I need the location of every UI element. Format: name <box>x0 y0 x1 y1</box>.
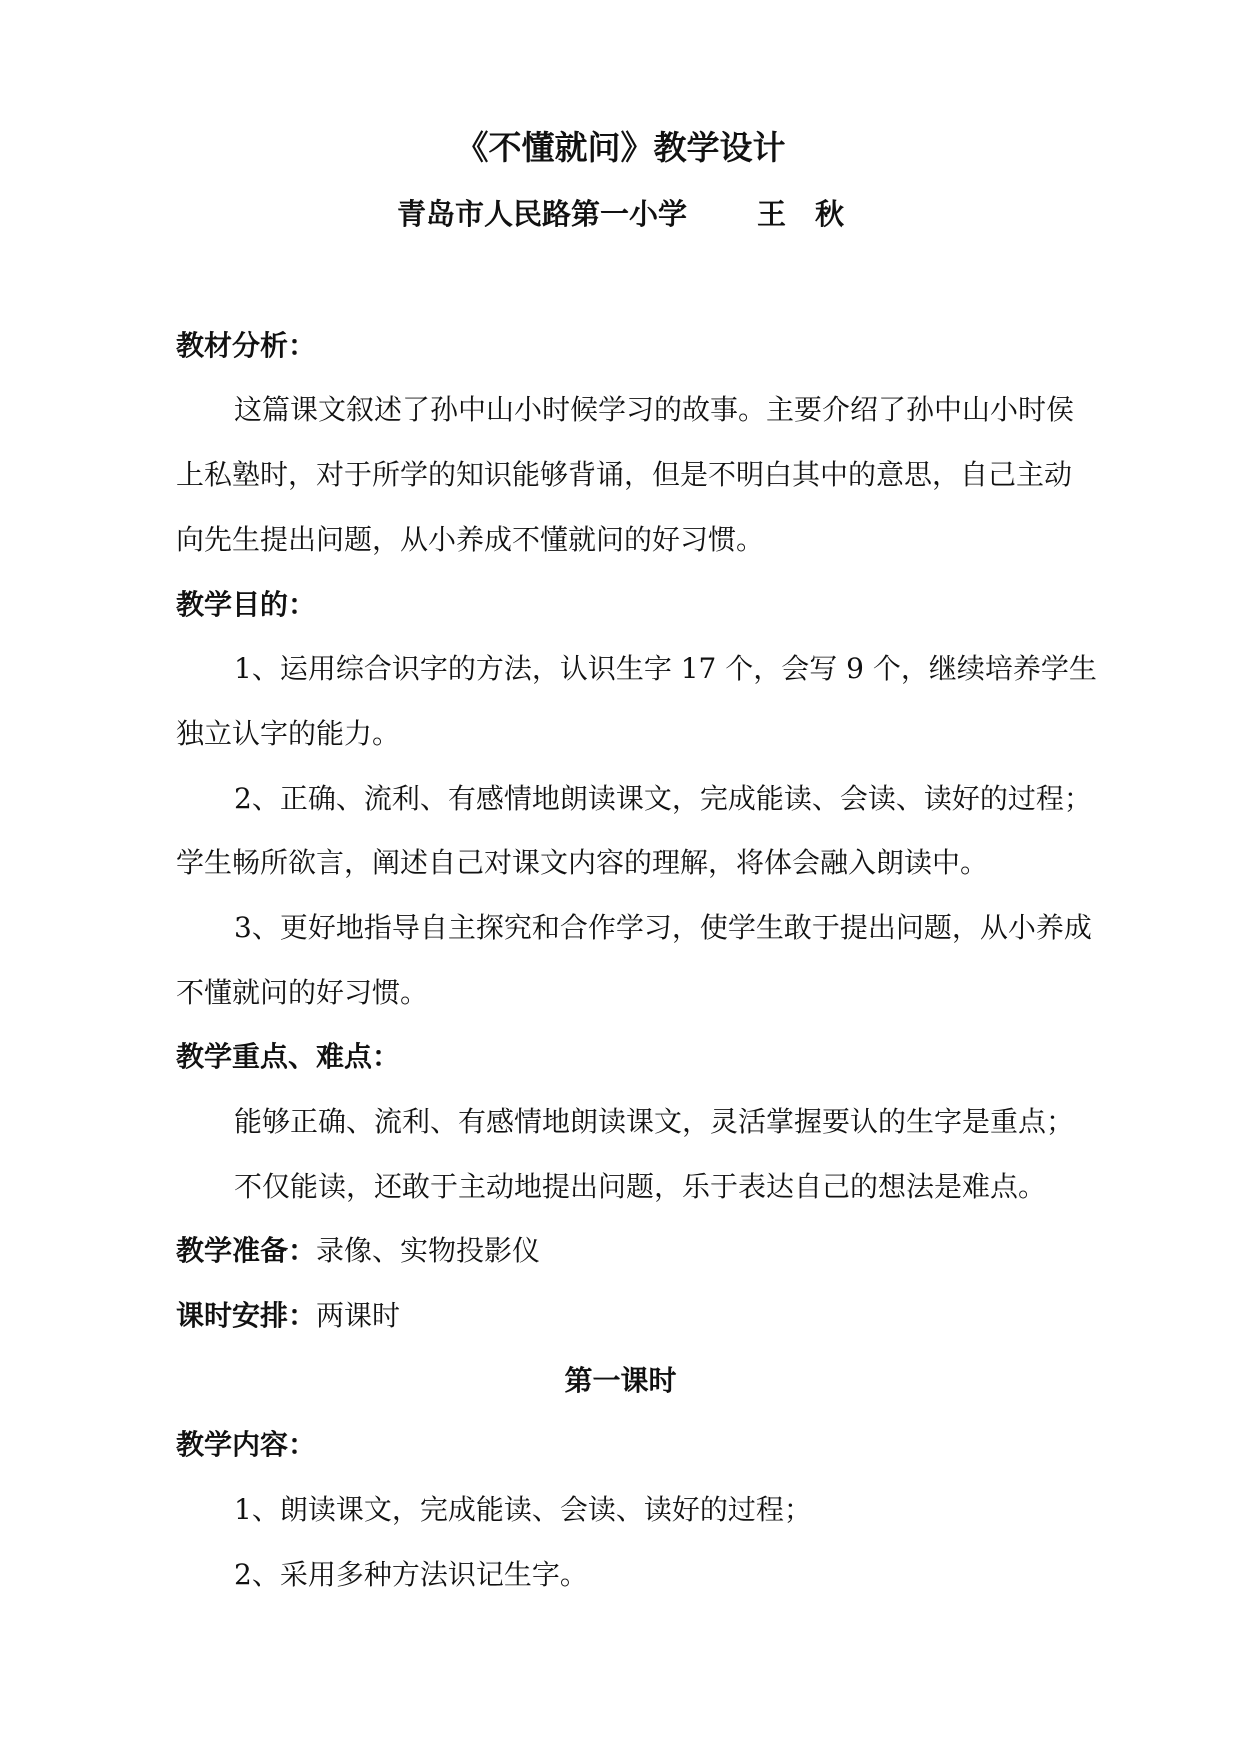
analysis-line-1: 这篇课文叙述了孙中山小时候学习的故事。主要介绍了孙中山小时侯 <box>234 393 1075 426</box>
preparation-line <box>176 1231 1118 1271</box>
schedule-line <box>176 1296 1118 1336</box>
goal-3-line-1: 3、更好地指导自主探究和合作学习，使学生敢于提出问题，从小养成 <box>234 911 1092 944</box>
preparation-label: 教学准备： <box>176 1234 317 1267</box>
key-points-line-1: 能够正确、流利、有感情地朗读课文，灵活掌握要认的生字是重点； <box>234 1105 1075 1138</box>
schedule-label: 课时安排： <box>176 1299 317 1332</box>
goal-1-line-1: 1、运用综合识字的方法，认识生字 17 个，会写 9 个，继续培养学生 <box>234 652 1097 685</box>
goals-heading: 教学目的： <box>176 588 317 621</box>
goal-3-line-2: 不懂就问的好习惯。 <box>176 976 429 1009</box>
content-heading: 教学内容： <box>176 1428 317 1461</box>
school-name: 青岛市人民路第一小学 <box>396 197 687 231</box>
page-title: 《不懂就问》教学设计 <box>455 128 786 167</box>
key-points-line-2: 不仅能读，还敢于主动地提出问题，乐于表达自己的想法是难点。 <box>234 1170 1047 1203</box>
analysis-line-3: 向先生提出问题，从小养成不懂就问的好习惯。 <box>176 523 765 556</box>
goal-2-line-2: 学生畅所欲言，阐述自己对课文内容的理解，将体会融入朗读中。 <box>176 846 989 879</box>
key-points-heading: 教学重点、难点： <box>176 1040 401 1073</box>
goal-1-line-2: 独立认字的能力。 <box>176 717 401 750</box>
author-line <box>0 194 1241 234</box>
lesson-1-heading: 第一课时 <box>564 1364 677 1397</box>
schedule-value: 两课时 <box>316 1299 401 1332</box>
analysis-line-2: 上私塾时，对于所学的知识能够背诵，但是不明白其中的意思，自己主动 <box>176 458 1073 491</box>
goal-2-line-1: 2、正确、流利、有感情地朗读课文，完成能读、会读、读好的过程； <box>234 782 1092 815</box>
content-item-2: 2、采用多种方法识记生字。 <box>234 1558 588 1591</box>
preparation-value: 录像、实物投影仪 <box>316 1234 541 1267</box>
author-name: 王 秋 <box>757 197 845 231</box>
analysis-heading: 教材分析： <box>176 329 317 362</box>
content-item-1: 1、朗读课文，完成能读、会读、读好的过程； <box>234 1493 812 1526</box>
